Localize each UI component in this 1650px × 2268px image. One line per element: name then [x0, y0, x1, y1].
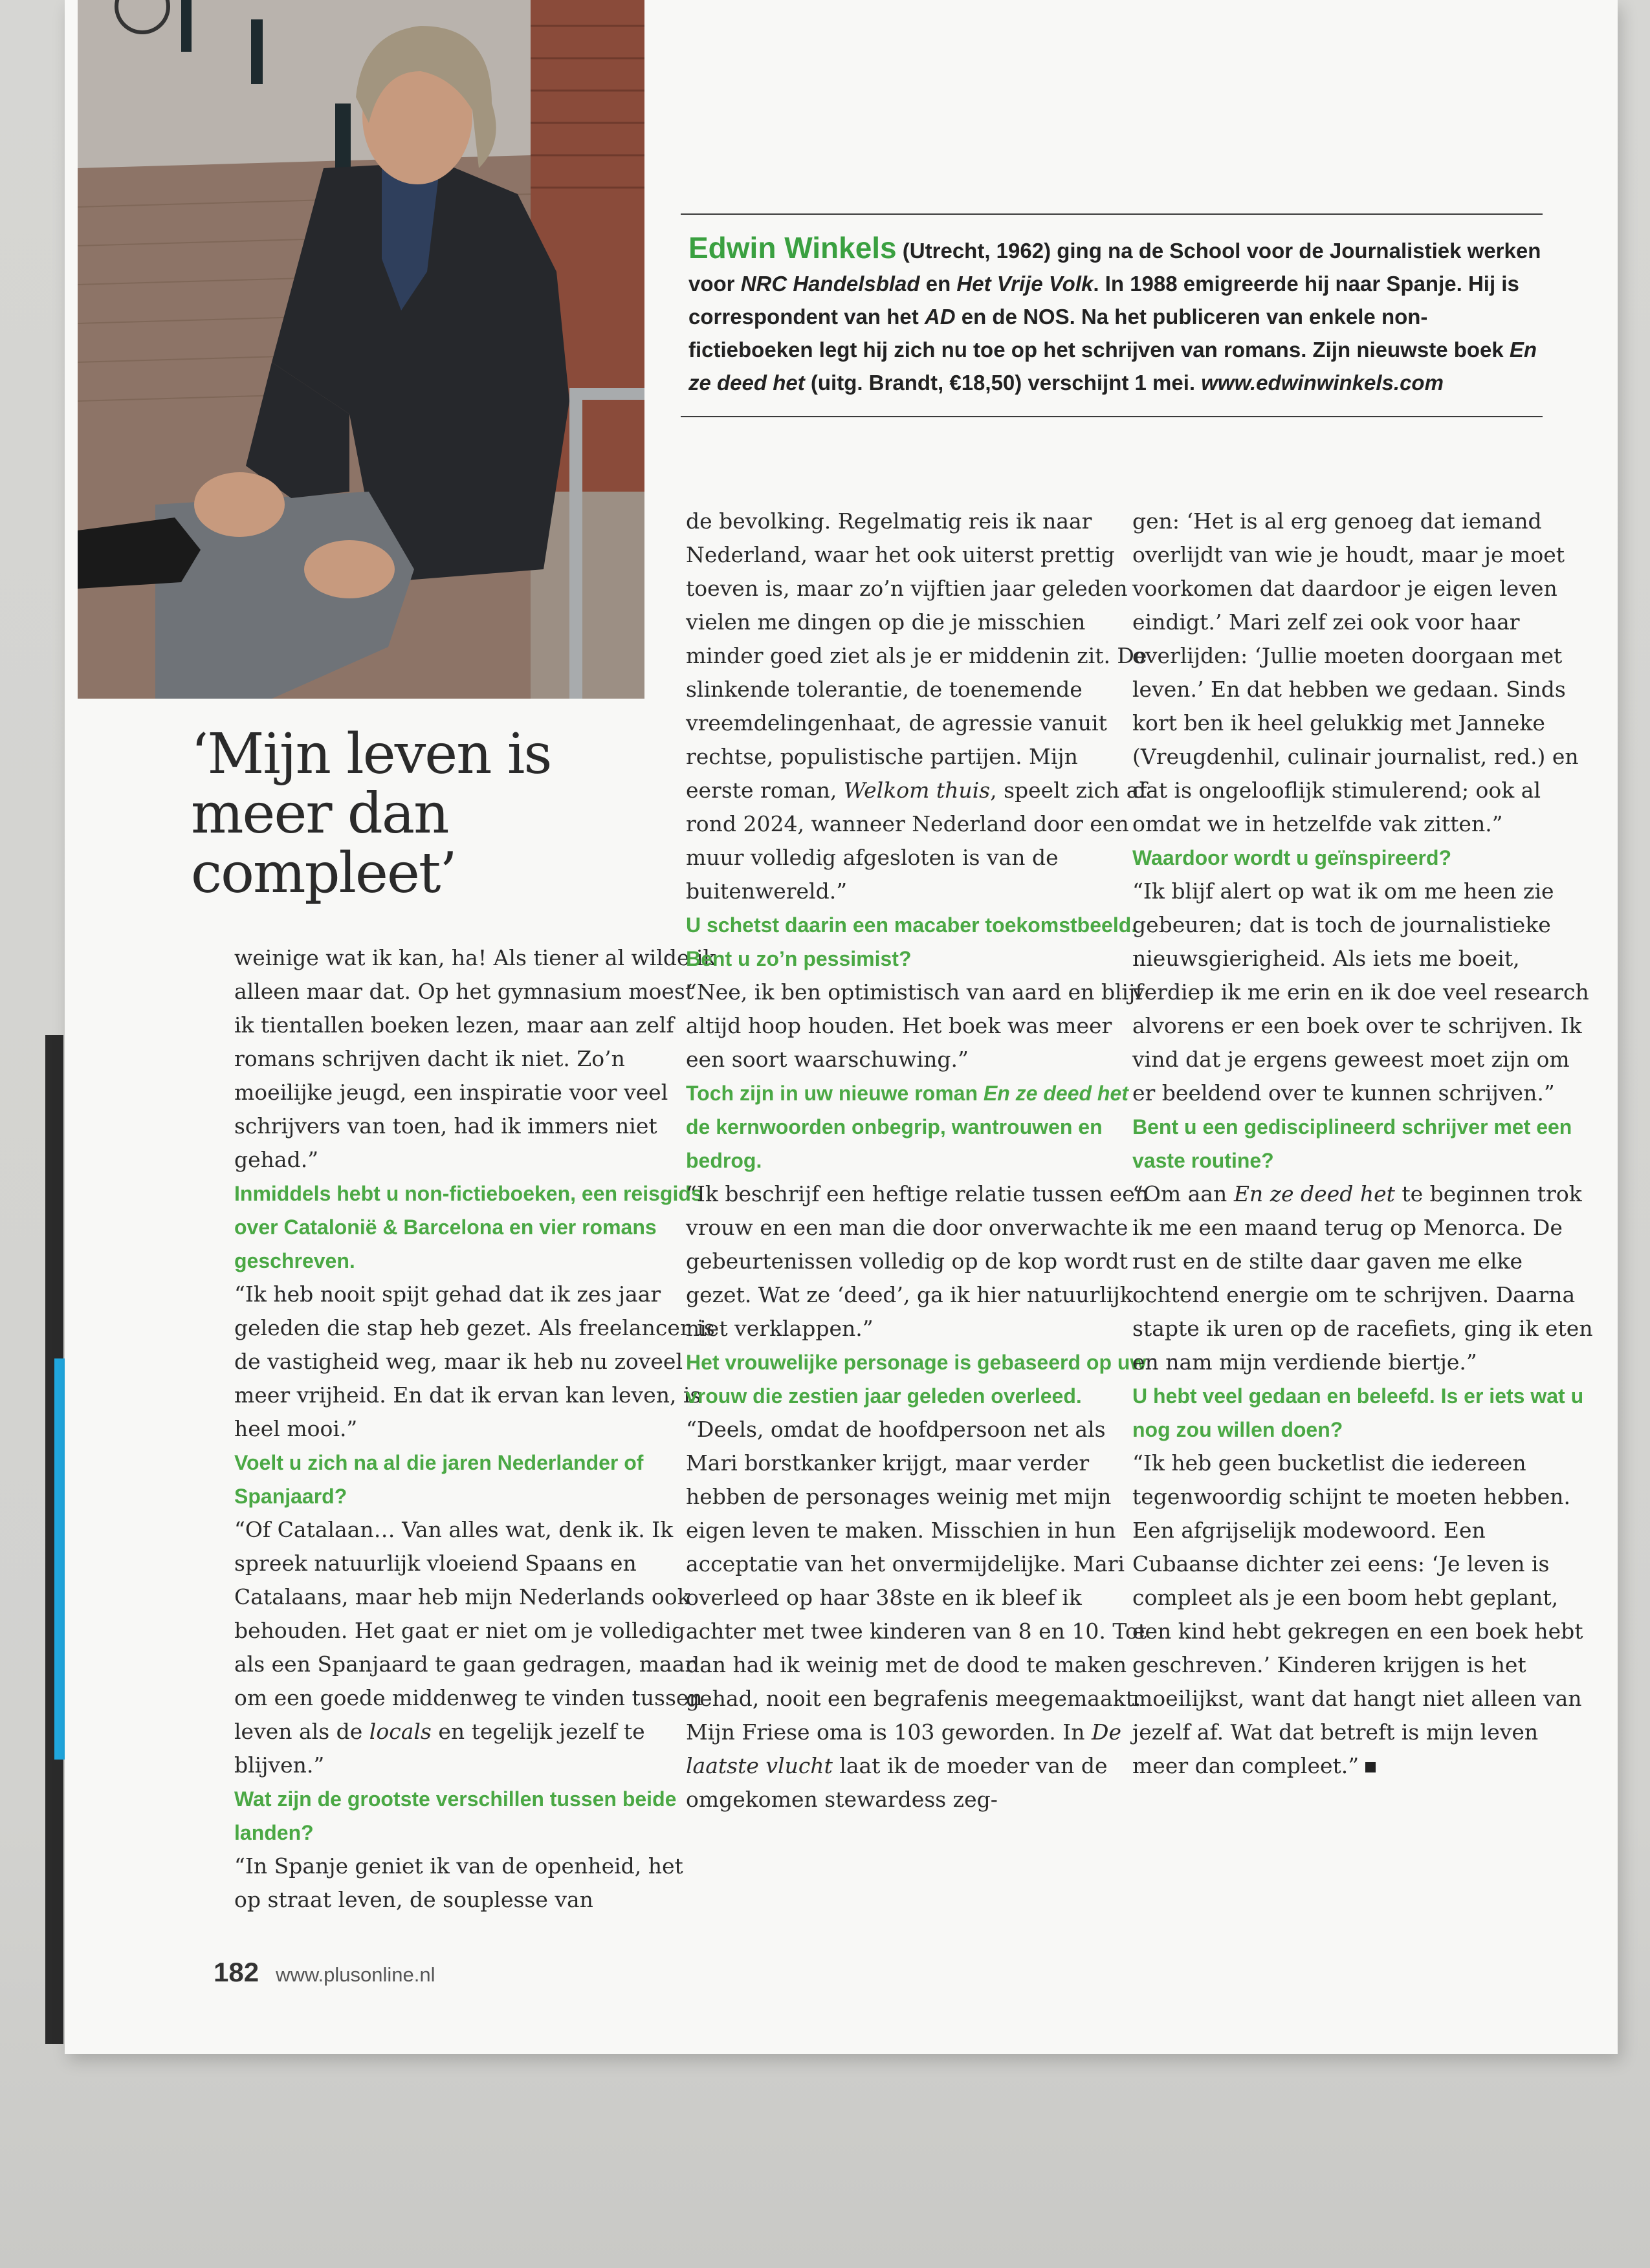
magazine-page	[65, 0, 1618, 2054]
interview-question: Het vrouwelijke personage is gebaseerd op uw vrouw die zestien jaar geleden overleed.	[686, 1351, 1147, 1408]
text-run: Toch zijn in uw nieuwe roman	[686, 1082, 984, 1105]
bio-publication-vrije-volk: Het Vrije Volk	[956, 272, 1094, 296]
article-column-2	[686, 505, 1152, 1816]
paragraph: “Nee, ik ben optimistisch van aard en blijf altijd hoop houden. Het boek was meer een soort waarschuwing.”	[686, 979, 1143, 1072]
interview-question: U hebt veel gedaan en beleefd. Is er iets wat u nog zou willen doen?	[1132, 1384, 1584, 1441]
text-run: “Ik heb geen bucketlist die iedereen tegenwoordig schijnt te moeten hebben. Een afgrijselijk modewoord. Een Cubaanse dichter zei eens: ‘Je leven is compleet als je een boom hebt geplant, een kind hebt gekregen en een boek hebt geschreven.’ Kinderen krijgen is het moeilijkst, want dat hangt niet alleen van jezelf af. Wat dat betreft is mijn leven meer dan compleet.”	[1132, 1450, 1583, 1778]
page-number: 182	[214, 1957, 259, 1987]
end-of-article-mark	[1365, 1762, 1376, 1772]
bio-text-3: en de NOS. Na het publiceren van enkele non-fictieboeken legt hij zich nu toe op het schrijven van romans. Zijn nieuwste boek	[688, 305, 1510, 362]
bio-text-2: . In 1988 emigreerde hij naar Spanje. Hij is correspondent van het	[688, 272, 1519, 329]
text-run: en tegelijk jezelf te blijven.”	[234, 1719, 645, 1778]
italic-run: Welkom thuis	[843, 778, 991, 803]
paragraph	[1132, 1446, 1598, 1783]
author-photo	[78, 0, 644, 699]
bio-and: en	[919, 272, 957, 296]
interview-question: Wat zijn de grootste verschillen tussen beide landen?	[234, 1787, 677, 1844]
article-column-1	[234, 941, 716, 1917]
author-website: www.edwinwinkels.com	[1201, 371, 1444, 395]
article-column-3	[1132, 505, 1598, 1783]
italic-run: locals	[369, 1719, 432, 1744]
spine-color-strip	[54, 1358, 65, 1760]
italic-run: En ze deed het	[983, 1082, 1128, 1105]
paragraph	[686, 1413, 1152, 1816]
interview-question: Waardoor wordt u geïnspireerd?	[1132, 846, 1452, 869]
text-run: laat ik de moeder van de omgekomen stewardess zeg-	[686, 1753, 1108, 1812]
italic-run: En ze deed het	[1233, 1181, 1395, 1206]
bio-text-4: (uitg. Brandt, €18,50) verschijnt 1 mei.	[804, 371, 1202, 395]
paragraph	[1132, 1177, 1598, 1379]
paragraph	[234, 1513, 716, 1782]
paragraph: “Ik blijf alert op wat ik om me heen zie gebeuren; dat is toch de journalistieke nieuwsgierigheid. Als iets me boeit, verdiep ik me erin en ik doe veel research alvorens er een boek over te schrijven. Ik vind dat je ergens geweest moet zijn om er beeldend over te kunnen schrijven.”	[1132, 878, 1589, 1106]
paragraph: weinige wat ik kan, ha! Als tiener al wilde ik alleen maar dat. Op het gymnasium moest ik tientallen boeken lezen, maar aan zelf romans schrijven dacht ik niet. Zo’n moeilijke jeugd, een inspiratie voor veel schrijvers van toen, had ik immers niet gehad.”	[234, 945, 716, 1172]
author-name: Edwin Winkels	[688, 231, 897, 265]
paragraph: “In Spanje geniet ik van de openheid, het op straat leven, de souplesse van	[234, 1853, 683, 1912]
paragraph	[686, 505, 1152, 908]
paragraph: “Ik beschrijf een heftige relatie tussen een vrouw en een man die door onverwachte gebeurtenissen volledig op de kop wordt gezet. Wat ze ‘deed’, ga ik hier natuurlijk niet verklappen.”	[686, 1181, 1149, 1341]
author-photo-illustration	[78, 0, 644, 699]
interview-question: U schetst daarin een macaber toekomstbeeld. Bent u zo’n pessimist?	[686, 913, 1138, 970]
page-footer	[214, 1957, 435, 1988]
text-run: “Om aan	[1132, 1181, 1234, 1206]
interview-question	[686, 1076, 1152, 1177]
text-run: te beginnen trok ik me een maand terug op Menorca. De rust en de stilte daar gaven me elke ochtend energie om te schrijven. Daarna stapte ik uren op de racefiets, ging ik eten en nam mijn verdiende biertje.”	[1132, 1181, 1593, 1375]
interview-question: Bent u een gedisciplineerd schrijver met een vaste routine?	[1132, 1115, 1572, 1172]
footer-url: www.plusonline.nl	[276, 1963, 435, 1986]
paragraph: gen: ‘Het is al erg genoeg dat iemand overlijdt van wie je houdt, maar je moet voorkomen dat daardoor je eigen leven eindigt.’ Mari zelf zei ook voor haar overlijden: ‘Jullie moeten doorgaan met leven.’ En dat hebben we gedaan. Sinds kort ben ik heel gelukkig met Janneke (Vreugdenhil, culinair journalist, red.) en dat is ongelooflijk stimulerend; ook al omdat we in hetzelfde vak zitten.”	[1132, 508, 1579, 836]
author-bio	[681, 213, 1543, 417]
interview-question: Inmiddels hebt u non-fictieboeken, een reisgids over Catalonië & Barcelona en vier romans geschreven.	[234, 1182, 703, 1272]
text-run: “Deels, omdat de hoofdpersoon net als Mari borstkanker krijgt, maar verder hebben de personages weinig met mijn eigen leven te maken. Misschien in hun acceptatie van het onvermijdelijke. Mari overleed op haar 38ste en ik bleef ik achter met twee kinderen van 8 en 10. Tot dan had ik weinig met de dood te maken gehad, nooit een begrafenis meegemaakt. Mijn Friese oma is 103 geworden. In	[686, 1417, 1147, 1745]
text-run: de bevolking. Regelmatig reis ik naar Nederland, waar het ook uiterst prettig toeven is, maar zo’n vijftien jaar geleden vielen me dingen op die je misschien minder goed ziet als je er middenin zit. De slinkende tolerantie, de toenemende vreemdelingenhaat, de agressie vanuit rechtse, populistische partijen. Mijn eerste roman,	[686, 508, 1147, 803]
bio-publication-nrc: NRC Handelsblad	[740, 272, 920, 296]
interview-question: Voelt u zich na al die jaren Nederlander of Spanjaard?	[234, 1451, 644, 1508]
bio-publication-ad: AD	[924, 305, 956, 329]
bio-book-title: En ze deed het	[688, 338, 1537, 395]
text-run: de kernwoorden onbegrip, wantrouwen en bedrog.	[686, 1115, 1103, 1172]
text-run: “Of Catalaan… Van alles wat, denk ik. Ik spreek natuurlijk vloeiend Spaans en Catalaans, maar heb mijn Nederlands ook behouden. Het gaat er niet om je volledig als een Spanjaard te gaan gedragen, maar om een goede middenweg te vinden tussen leven als de	[234, 1517, 703, 1744]
paragraph: “Ik heb nooit spijt gehad dat ik zes jaar geleden die stap heb gezet. Als freelancer is de vastigheid weg, maar ik heb nu zoveel meer vrijheid. En dat ik ervan kan leven, is heel mooi.”	[234, 1281, 715, 1441]
bio-text-1: (Utrecht, 1962) ging na de School voor de Journalistiek werken voor	[688, 239, 1541, 296]
italic-run: De laatste vlucht	[686, 1719, 1122, 1778]
article-headline: ‘Mijn leven is meer dan compleet’	[191, 722, 551, 906]
text-run: , speelt zich af rond 2024, wanneer Nederland door een muur volledig afgesloten is van de buitenwereld.”	[686, 778, 1147, 904]
